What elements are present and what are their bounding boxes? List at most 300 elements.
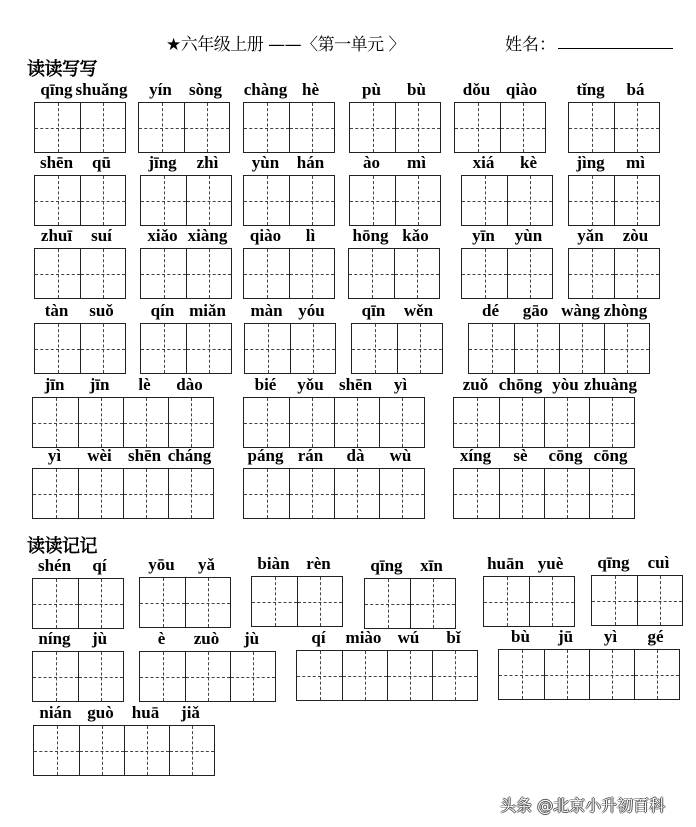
tianzige-writing-cell[interactable] [297, 577, 342, 626]
writing-grid [34, 323, 126, 374]
pinyin-row [138, 80, 228, 100]
dashed-guide-horizontal [638, 601, 682, 602]
dashed-guide-horizontal [455, 128, 500, 129]
dashed-guide-horizontal [508, 274, 552, 275]
tianzige-writing-cell[interactable] [290, 324, 335, 373]
pinyin-syllable: páng [247, 446, 284, 465]
writing-grid [244, 323, 336, 374]
pinyin-row [32, 629, 122, 649]
pinyin-row [568, 226, 658, 246]
tianzige-writing-cell[interactable] [168, 398, 213, 447]
tianzige-writing-cell[interactable] [507, 249, 552, 298]
dashed-guide-horizontal [33, 494, 78, 495]
tianzige-writing-cell[interactable] [342, 651, 387, 700]
dashed-guide-horizontal [350, 201, 395, 202]
tianzige-writing-cell[interactable] [168, 469, 213, 518]
tianzige-writing-cell[interactable] [410, 579, 455, 628]
dashed-guide-horizontal [35, 274, 80, 275]
tianzige-writing-cell[interactable] [186, 176, 231, 225]
writing-grid [568, 175, 660, 226]
dashed-guide-horizontal [569, 201, 614, 202]
tianzige-writing-cell[interactable] [432, 651, 477, 700]
tianzige-writing-cell[interactable] [500, 103, 545, 152]
writing-grid [498, 649, 680, 700]
tianzige-writing-cell[interactable] [499, 650, 544, 699]
pinyin-syllable: yùn [514, 226, 543, 245]
pinyin-row [140, 226, 230, 246]
dashed-guide-horizontal [187, 349, 231, 350]
tianzige-writing-cell[interactable] [589, 650, 634, 699]
writing-grid [243, 397, 425, 448]
writing-grid [349, 175, 441, 226]
pinyin-syllable: huān [487, 554, 524, 573]
tianzige-writing-cell[interactable] [559, 324, 604, 373]
pinyin-syllable: tǐng [576, 80, 605, 99]
tianzige-writing-cell[interactable] [289, 176, 334, 225]
pinyin-row [33, 703, 213, 723]
dashed-guide-horizontal [35, 128, 80, 129]
tianzige-writing-cell[interactable] [78, 469, 123, 518]
tianzige-writing-cell[interactable] [141, 324, 186, 373]
tianzige-writing-cell[interactable] [33, 652, 78, 701]
tianzige-writing-cell[interactable] [80, 249, 125, 298]
tianzige-writing-cell[interactable] [334, 398, 379, 447]
pinyin-syllable: bié [254, 375, 277, 394]
pinyin-syllable: yǎn [577, 226, 604, 245]
tianzige-writing-cell[interactable] [379, 469, 424, 518]
pinyin-syllable: yóu [298, 301, 325, 320]
tianzige-writing-cell[interactable] [569, 249, 614, 298]
pinyin-row [568, 80, 658, 100]
writing-grid [243, 468, 425, 519]
dashed-guide-horizontal [380, 423, 424, 424]
tianzige-writing-cell[interactable] [529, 577, 574, 626]
dashed-guide-horizontal [569, 128, 614, 129]
dashed-guide-horizontal [139, 128, 184, 129]
tianzige-writing-cell[interactable] [462, 176, 507, 225]
tianzige-writing-cell[interactable] [350, 176, 395, 225]
pinyin-syllable: qí [92, 556, 107, 575]
pinyin-syllable: sòng [188, 80, 223, 99]
pinyin-row [244, 301, 334, 321]
dashed-guide-horizontal [244, 201, 289, 202]
pinyin-row [34, 301, 124, 321]
tianzige-writing-cell[interactable] [35, 324, 80, 373]
tianzige-writing-cell[interactable] [499, 398, 544, 447]
dashed-guide-horizontal [433, 676, 477, 677]
tianzige-writing-cell[interactable] [123, 469, 168, 518]
tianzige-writing-cell[interactable] [637, 576, 682, 625]
name-label: 姓名： [505, 35, 556, 55]
tianzige-writing-cell[interactable] [80, 324, 125, 373]
pinyin-syllable: zhòng [603, 301, 648, 320]
section-title-read-write: 读读写写 [27, 59, 97, 80]
dashed-guide-horizontal [79, 677, 123, 678]
tianzige-writing-cell[interactable] [350, 103, 395, 152]
dashed-guide-horizontal [569, 274, 614, 275]
pinyin-syllable: guò [87, 703, 114, 722]
dashed-guide-horizontal [34, 751, 79, 752]
pinyin-row [498, 627, 678, 647]
tianzige-writing-cell[interactable] [544, 398, 589, 447]
pinyin-row [32, 446, 212, 466]
pinyin-row [32, 556, 122, 576]
dashed-guide-horizontal [484, 602, 529, 603]
pinyin-syllable: dà [346, 446, 365, 465]
tianzige-writing-cell[interactable] [614, 176, 659, 225]
dashed-guide-horizontal [141, 274, 186, 275]
writing-grid [140, 323, 232, 374]
pinyin-syllable: qiào [505, 80, 538, 99]
pinyin-syllable: yōu [148, 555, 175, 574]
pinyin-row [348, 226, 438, 246]
pinyin-syllable: nián [39, 703, 72, 722]
dashed-guide-horizontal [592, 601, 637, 602]
pinyin-syllable: wěn [403, 301, 434, 320]
pinyin-syllable: qiào [249, 226, 282, 245]
dashed-guide-horizontal [515, 349, 559, 350]
pinyin-syllable: yǒu [297, 375, 324, 394]
tianzige-writing-cell[interactable] [252, 577, 297, 626]
dashed-guide-horizontal [380, 494, 424, 495]
pinyin-syllable: qīng [40, 80, 73, 99]
dashed-guide-horizontal [501, 128, 545, 129]
tianzige-writing-cell[interactable] [589, 398, 634, 447]
pinyin-syllable: bù [511, 627, 530, 646]
writing-grid [296, 650, 478, 701]
tianzige-writing-cell[interactable] [455, 103, 500, 152]
pinyin-syllable: hōng [352, 226, 389, 245]
tianzige-writing-cell[interactable] [139, 103, 184, 152]
dashed-guide-horizontal [170, 751, 214, 752]
dashed-guide-horizontal [124, 423, 168, 424]
pinyin-syllable: jù [91, 629, 108, 648]
writing-grid [453, 468, 635, 519]
tianzige-writing-cell[interactable] [34, 726, 79, 775]
tianzige-writing-cell[interactable] [123, 398, 168, 447]
tianzige-writing-cell[interactable] [184, 103, 229, 152]
pinyin-row [568, 153, 658, 173]
pinyin-syllable: kè [520, 153, 537, 172]
dashed-guide-horizontal [500, 494, 544, 495]
tianzige-writing-cell[interactable] [454, 398, 499, 447]
pinyin-syllable: zòu [622, 226, 649, 245]
tianzige-writing-cell[interactable] [186, 249, 231, 298]
tianzige-writing-cell[interactable] [80, 103, 125, 152]
name-input-line[interactable] [558, 48, 673, 49]
pinyin-syllable: kǎo [402, 226, 429, 245]
pinyin-syllable: yì [47, 446, 62, 465]
tianzige-writing-cell[interactable] [394, 249, 439, 298]
pinyin-syllable: dé [482, 301, 499, 320]
tianzige-writing-cell[interactable] [80, 176, 125, 225]
tianzige-writing-cell[interactable] [499, 469, 544, 518]
writing-grid [243, 175, 335, 226]
pinyin-row [296, 628, 476, 648]
tianzige-writing-cell[interactable] [614, 103, 659, 152]
tianzige-writing-cell[interactable] [35, 249, 80, 298]
tianzige-writing-cell[interactable] [141, 249, 186, 298]
tianzige-writing-cell[interactable] [469, 324, 514, 373]
pinyin-syllable: jiǎ [181, 703, 200, 722]
pinyin-syllable: shén [37, 556, 72, 575]
writing-grid [32, 651, 124, 702]
pinyin-row [483, 554, 573, 574]
tianzige-writing-cell[interactable] [230, 652, 275, 701]
pinyin-syllable: màn [250, 301, 283, 320]
pinyin-row [34, 226, 124, 246]
tianzige-writing-cell[interactable] [289, 398, 334, 447]
dashed-guide-horizontal [290, 423, 334, 424]
tianzige-writing-cell[interactable] [462, 249, 507, 298]
pinyin-syllable: zhuī [40, 226, 73, 245]
tianzige-writing-cell[interactable] [244, 398, 289, 447]
pinyin-syllable: yòu [552, 375, 579, 394]
pinyin-row [243, 375, 423, 395]
tianzige-writing-cell[interactable] [395, 103, 440, 152]
tianzige-writing-cell[interactable] [78, 579, 123, 628]
dashed-guide-horizontal [352, 349, 397, 350]
tianzige-writing-cell[interactable] [141, 176, 186, 225]
tianzige-writing-cell[interactable] [569, 103, 614, 152]
dashed-guide-horizontal [79, 423, 123, 424]
pinyin-syllable: mì [626, 153, 645, 172]
tianzige-writing-cell[interactable] [33, 398, 78, 447]
pinyin-syllable: qīng [370, 556, 403, 575]
writing-grid [454, 102, 546, 153]
tianzige-writing-cell[interactable] [35, 103, 80, 152]
tianzige-writing-cell[interactable] [185, 578, 230, 627]
pinyin-syllable: zhuàng [584, 375, 637, 394]
dashed-guide-horizontal [469, 349, 514, 350]
dashed-guide-horizontal [335, 423, 379, 424]
writing-grid [139, 577, 231, 628]
tianzige-writing-cell[interactable] [244, 103, 289, 152]
dashed-guide-horizontal [398, 349, 442, 350]
writing-grid [139, 651, 276, 702]
dashed-guide-horizontal [290, 274, 334, 275]
writing-grid [33, 725, 215, 776]
pinyin-row [468, 301, 648, 321]
tianzige-writing-cell[interactable] [244, 176, 289, 225]
dashed-guide-horizontal [605, 349, 649, 350]
pinyin-syllable: cháng [167, 446, 212, 465]
tianzige-writing-cell[interactable] [334, 469, 379, 518]
tianzige-writing-cell[interactable] [289, 469, 334, 518]
pinyin-syllable: dǒu [462, 80, 491, 99]
pinyin-syllable: gé [647, 627, 664, 646]
dashed-guide-horizontal [35, 201, 80, 202]
writing-grid [251, 576, 343, 627]
tianzige-writing-cell[interactable] [244, 469, 289, 518]
tianzige-writing-cell[interactable] [186, 324, 231, 373]
tianzige-writing-cell[interactable] [289, 249, 334, 298]
pinyin-syllable: rán [297, 446, 324, 465]
tianzige-writing-cell[interactable] [589, 469, 634, 518]
pinyin-row [349, 153, 439, 173]
dashed-guide-horizontal [290, 128, 334, 129]
pinyin-syllable: yì [603, 627, 618, 646]
dashed-guide-horizontal [290, 494, 334, 495]
writing-grid [140, 248, 232, 299]
tianzige-writing-cell[interactable] [124, 726, 169, 775]
tianzige-writing-cell[interactable] [614, 249, 659, 298]
dashed-guide-horizontal [169, 494, 213, 495]
pinyin-syllable: yì [393, 375, 408, 394]
writing-grid [140, 175, 232, 226]
pinyin-syllable: qū [92, 153, 111, 172]
writing-grid [364, 578, 456, 629]
tianzige-writing-cell[interactable] [140, 578, 185, 627]
dashed-guide-horizontal [80, 751, 124, 752]
tianzige-writing-cell[interactable] [507, 176, 552, 225]
dashed-guide-horizontal [81, 274, 125, 275]
dashed-guide-horizontal [590, 675, 634, 676]
dashed-guide-horizontal [388, 676, 432, 677]
dashed-guide-horizontal [81, 201, 125, 202]
pinyin-syllable: biàn [257, 554, 290, 573]
pinyin-syllable: zhì [196, 153, 219, 172]
dashed-guide-horizontal [244, 274, 289, 275]
section-title-read-remember: 读读记记 [27, 536, 97, 557]
tianzige-writing-cell[interactable] [395, 176, 440, 225]
tianzige-writing-cell[interactable] [245, 324, 290, 373]
pinyin-syllable: bǐ [446, 628, 461, 647]
dashed-guide-horizontal [462, 274, 507, 275]
dashed-guide-horizontal [560, 349, 604, 350]
pinyin-syllable: miǎn [189, 301, 226, 320]
tianzige-writing-cell[interactable] [78, 398, 123, 447]
dashed-guide-horizontal [454, 494, 499, 495]
dashed-guide-horizontal [365, 604, 410, 605]
dashed-guide-horizontal [124, 494, 168, 495]
dashed-guide-horizontal [590, 423, 634, 424]
tianzige-writing-cell[interactable] [387, 651, 432, 700]
tianzige-writing-cell[interactable] [365, 579, 410, 628]
pinyin-row [32, 375, 212, 395]
tianzige-writing-cell[interactable] [379, 398, 424, 447]
pinyin-row [349, 80, 439, 100]
tianzige-writing-cell[interactable] [169, 726, 214, 775]
dashed-guide-horizontal [244, 128, 289, 129]
pinyin-row [243, 446, 423, 466]
tianzige-writing-cell[interactable] [569, 176, 614, 225]
dashed-guide-horizontal [125, 751, 169, 752]
dashed-guide-horizontal [297, 676, 342, 677]
dashed-guide-horizontal [186, 677, 230, 678]
writing-grid [32, 468, 214, 519]
dashed-guide-horizontal [350, 128, 395, 129]
tianzige-writing-cell[interactable] [514, 324, 559, 373]
dashed-guide-horizontal [635, 675, 679, 676]
pinyin-syllable: yīn [472, 226, 495, 245]
dashed-guide-horizontal [454, 423, 499, 424]
dashed-guide-horizontal [590, 494, 634, 495]
pinyin-syllable: suǒ [89, 301, 114, 320]
tianzige-writing-cell[interactable] [79, 726, 124, 775]
writing-grid [568, 102, 660, 153]
dashed-guide-horizontal [290, 201, 334, 202]
pinyin-syllable: gāo [522, 301, 549, 320]
tianzige-writing-cell[interactable] [33, 579, 78, 628]
writing-grid [483, 576, 575, 627]
pinyin-syllable: suí [91, 226, 112, 245]
dashed-guide-horizontal [244, 494, 289, 495]
pinyin-syllable: huā [131, 703, 160, 722]
pinyin-syllable: chàng [243, 80, 288, 99]
tianzige-writing-cell[interactable] [397, 324, 442, 373]
pinyin-syllable: wù [389, 446, 412, 465]
pinyin-syllable: wàng [561, 301, 600, 320]
pinyin-syllable: cōng [548, 446, 583, 465]
dashed-guide-horizontal [500, 423, 544, 424]
dashed-guide-horizontal [140, 677, 185, 678]
tianzige-writing-cell[interactable] [634, 650, 679, 699]
tianzige-writing-cell[interactable] [35, 176, 80, 225]
tianzige-writing-cell[interactable] [484, 577, 529, 626]
tianzige-writing-cell[interactable] [352, 324, 397, 373]
pinyin-syllable: lè [138, 375, 151, 394]
writing-grid [461, 175, 553, 226]
tianzige-writing-cell[interactable] [140, 652, 185, 701]
pinyin-syllable: qīng [597, 553, 630, 572]
dashed-guide-horizontal [411, 604, 455, 605]
tianzige-writing-cell[interactable] [544, 650, 589, 699]
tianzige-writing-cell[interactable] [349, 249, 394, 298]
dashed-guide-horizontal [396, 201, 440, 202]
dashed-guide-horizontal [79, 494, 123, 495]
pinyin-syllable: jīng [148, 153, 177, 172]
writing-grid [32, 578, 124, 629]
pinyin-syllable: miào [345, 628, 382, 647]
pinyin-syllable: ào [363, 153, 380, 172]
pinyin-syllable: rèn [306, 554, 331, 573]
pinyin-syllable: sè [513, 446, 528, 465]
writing-grid [34, 175, 126, 226]
pinyin-syllable: xíng [459, 446, 492, 465]
dashed-guide-horizontal [33, 677, 78, 678]
tianzige-writing-cell[interactable] [544, 469, 589, 518]
dashed-guide-horizontal [395, 274, 439, 275]
pinyin-syllable: dào [176, 375, 203, 394]
tianzige-writing-cell[interactable] [244, 249, 289, 298]
pinyin-row [251, 554, 341, 574]
pinyin-syllable: bù [407, 80, 426, 99]
dashed-guide-horizontal [396, 128, 440, 129]
pinyin-syllable: wèi [87, 446, 112, 465]
dashed-guide-horizontal [615, 274, 659, 275]
pinyin-row [243, 80, 333, 100]
dashed-guide-horizontal [291, 349, 335, 350]
tianzige-writing-cell[interactable] [78, 652, 123, 701]
tianzige-writing-cell[interactable] [454, 469, 499, 518]
pinyin-syllable: shēn [338, 375, 373, 394]
writing-grid [243, 102, 335, 153]
dashed-guide-horizontal [615, 128, 659, 129]
tianzige-writing-cell[interactable] [592, 576, 637, 625]
pinyin-syllable: xiǎo [147, 226, 178, 245]
tianzige-writing-cell[interactable] [604, 324, 649, 373]
dashed-guide-horizontal [335, 494, 379, 495]
tianzige-writing-cell[interactable] [185, 652, 230, 701]
pinyin-syllable: yǎ [198, 555, 215, 574]
tianzige-writing-cell[interactable] [33, 469, 78, 518]
dashed-guide-horizontal [244, 423, 289, 424]
pinyin-row [453, 446, 633, 466]
tianzige-writing-cell[interactable] [297, 651, 342, 700]
tianzige-writing-cell[interactable] [289, 103, 334, 152]
dashed-guide-horizontal [79, 604, 123, 605]
